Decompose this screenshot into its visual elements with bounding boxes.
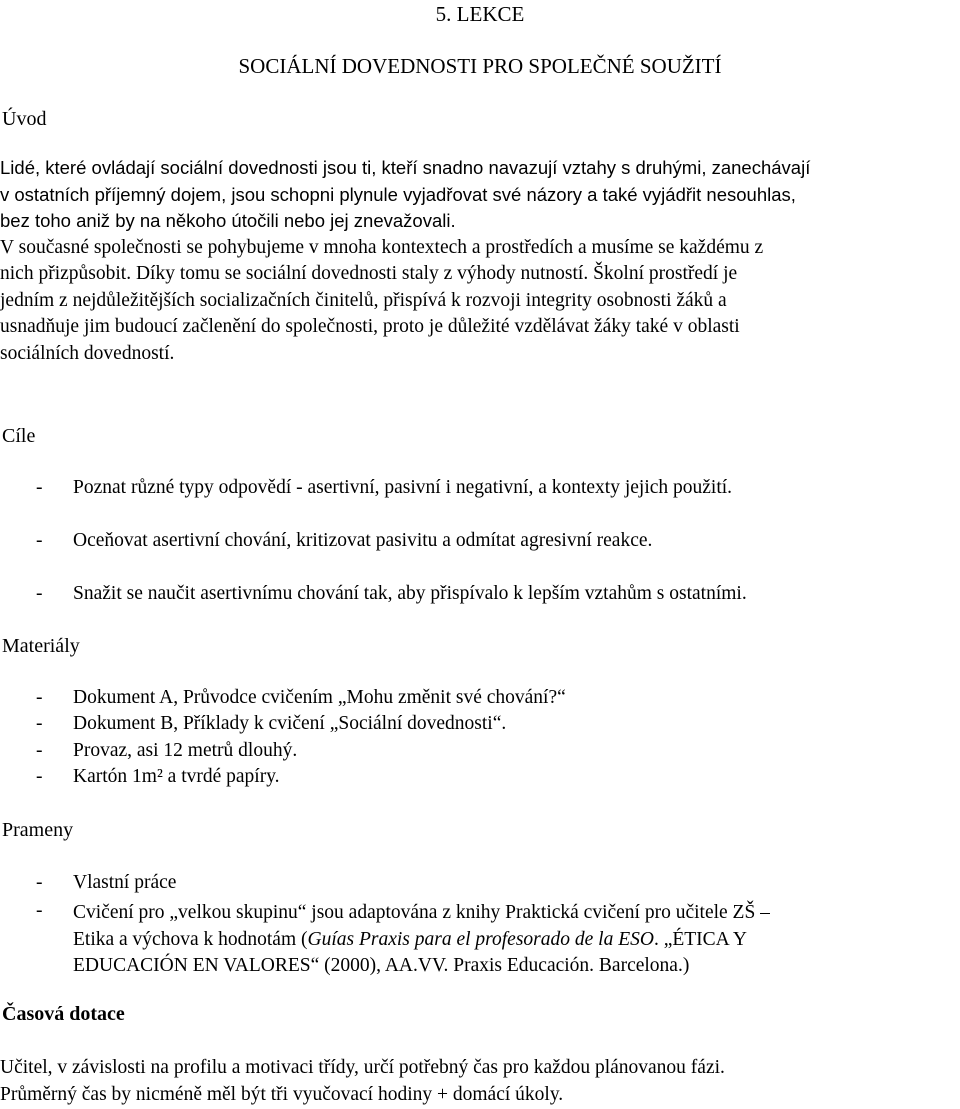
- goals-heading: Cíle: [2, 425, 36, 447]
- sources-heading: Prameny: [2, 819, 74, 841]
- lesson-title: SOCIÁLNÍ DOVEDNOSTI PRO SPOLEČNÉ SOUŽITÍ: [238, 54, 722, 78]
- time-paragraph: [0, 1055, 957, 1108]
- source-line-2-italic: Guías Praxis para el profesorado de la ESO: [307, 928, 654, 950]
- intro-line-5: nich přizpůsobit. Díky tomu se sociální dovednosti staly z výhody nutností. Školní prostředí je: [0, 263, 738, 284]
- time-line-2: Průměrný čas by nicméně měl být tři vyučovací hodiny + domácí úkoly.: [0, 1083, 564, 1105]
- intro-heading: Úvod: [2, 108, 47, 130]
- intro-line-4: V současné společnosti se pohybujeme v mnoha kontextech a prostředích a musíme se každému z: [0, 236, 764, 258]
- source-line-2-pre: Etika a výchova k hodnotám (: [73, 928, 308, 950]
- time-heading: Časová dotace: [2, 1003, 125, 1025]
- source-line-3: EDUCACIÓN EN VALORES“ (2000), AA.VV. Praxis Educación. Barcelona.): [73, 955, 690, 976]
- intro-line-3: bez toho aniž by na někoho útočili nebo jej znevažovali.: [0, 210, 456, 231]
- source-line-2-post: . „ÉTICA Y: [653, 928, 747, 950]
- intro-line-2: v ostatních příjemný dojem, jsou schopni plynule vyjadřovat své názory a také vyjádřit nesouhlas,: [0, 183, 796, 205]
- intro-line-8: sociálních dovedností.: [0, 342, 175, 364]
- materials-heading: Materiály: [2, 635, 80, 657]
- intro-paragraph: [0, 155, 957, 367]
- intro-line-7: usnadňuje jim budoucí začlenění do společnosti, proto je důležité vzdělávat žáky také v oblasti: [0, 316, 740, 337]
- source-line-1: Cvičení pro „velkou skupinu“ jsou adaptována z knihy Praktická cvičení pro učitele ZŠ –: [73, 902, 770, 923]
- intro-line-1: Lidé, které ovládají sociální dovednosti jsou ti, kteří snadno navazují vztahy s druhými, zanechávají: [0, 157, 811, 178]
- lesson-number: 5. LEKCE: [435, 2, 525, 26]
- time-line-1: Učitel, v závislosti na profilu a motivaci třídy, určí potřebný čas pro každou plánovanou fázi.: [0, 1057, 725, 1078]
- intro-line-6: jedním z nejdůležitějších socializačních činitelů, přispívá k rozvoji integrity osobnosti žáků a: [0, 289, 727, 311]
